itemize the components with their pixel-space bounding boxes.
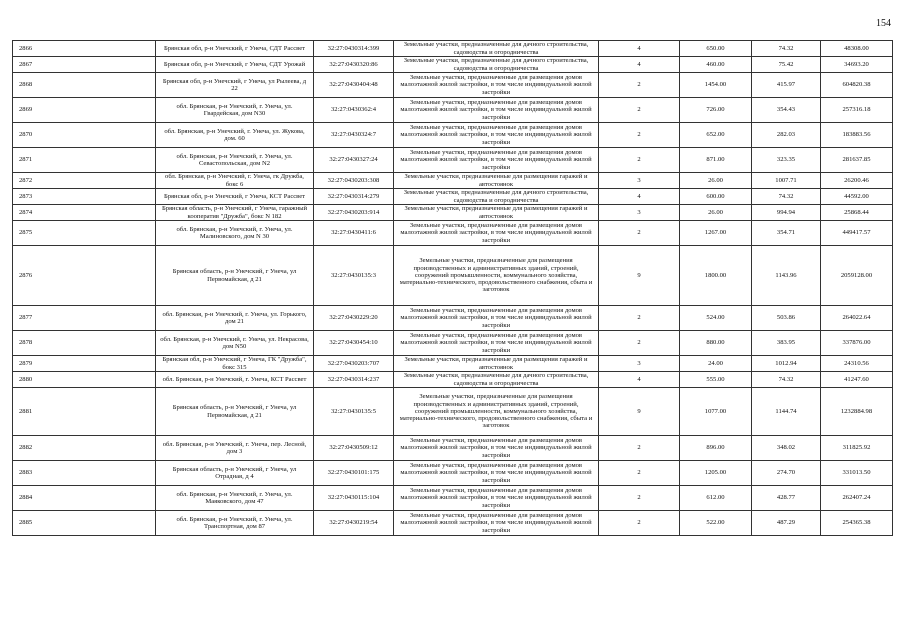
area-cell: 460.00 (680, 57, 752, 73)
area-cell: 24.00 (680, 356, 752, 372)
row-number: 2866 (13, 41, 156, 57)
group-number-cell: 9 (599, 246, 680, 306)
table-row (13, 57, 893, 73)
group-number-cell: 4 (599, 41, 680, 57)
address-cell: Брянская обл, р-н Унечский, г Унеча, ул Рылеева, д 22 (156, 73, 314, 98)
specific-value-cell: 503.86 (752, 306, 821, 331)
table-row (13, 486, 893, 511)
area-cell: 1205.00 (680, 461, 752, 486)
table-row (13, 173, 893, 189)
land-use-category-cell: Земельные участки, предназначенные для размещения домов малоэтажной жилой застройки, в том числе индивидуальной жилой застройки (394, 511, 599, 536)
group-number-cell: 3 (599, 173, 680, 189)
row-number: 2870 (13, 123, 156, 148)
specific-value-cell: 75.42 (752, 57, 821, 73)
land-use-category-cell: Земельные участки, предназначенные для размещения домов малоэтажной жилой застройки, в том числе индивидуальной жилой застройки (394, 331, 599, 356)
cadastral-number-cell: 32:27:0430404:48 (314, 73, 394, 98)
group-number-cell: 2 (599, 486, 680, 511)
area-cell: 26.00 (680, 173, 752, 189)
area-cell: 1800.00 (680, 246, 752, 306)
cadastral-value-cell: 2059128.00 (821, 246, 893, 306)
group-number-cell: 2 (599, 123, 680, 148)
specific-value-cell: 282.03 (752, 123, 821, 148)
area-cell: 896.00 (680, 436, 752, 461)
cadastral-value-cell: 281637.85 (821, 148, 893, 173)
land-use-category-cell: Земельные участки, предназначенные для размещения домов малоэтажной жилой застройки, в том числе индивидуальной жилой застройки (394, 436, 599, 461)
cadastral-number-cell: 32:27:0430327:24 (314, 148, 394, 173)
table-row (13, 98, 893, 123)
row-number: 2873 (13, 189, 156, 205)
cadastral-value-cell: 44592.00 (821, 189, 893, 205)
cadastral-number-cell: 32:27:0430454:10 (314, 331, 394, 356)
cadastral-value-cell: 183883.56 (821, 123, 893, 148)
cadastral-value-cell: 48308.00 (821, 41, 893, 57)
table-row (13, 436, 893, 461)
cadastral-number-cell: 32:27:0430219:54 (314, 511, 394, 536)
table-row (13, 189, 893, 205)
table-row (13, 41, 893, 57)
specific-value-cell: 1144.74 (752, 388, 821, 436)
group-number-cell: 4 (599, 57, 680, 73)
area-cell: 524.00 (680, 306, 752, 331)
cadastral-number-cell: 32:27:0430411:6 (314, 221, 394, 246)
land-use-category-cell: Земельные участки, предназначенные для размещения гаражей и автостоянок (394, 356, 599, 372)
address-cell: Брянская область, р-н Унечский, г Унеча, ул Первомайская, д 21 (156, 246, 314, 306)
row-number: 2884 (13, 486, 156, 511)
address-cell: Брянская обл, р-н Унечский, г Унеча, КСТ Рассвет (156, 189, 314, 205)
group-number-cell: 9 (599, 388, 680, 436)
address-cell: Брянская область, р-н Унечский, г Унеча, ул Отрадная, д 4 (156, 461, 314, 486)
cadastral-number-cell: 32:27:0430203:707 (314, 356, 394, 372)
row-number: 2867 (13, 57, 156, 73)
cadastral-number-cell: 32:27:0430135:5 (314, 388, 394, 436)
specific-value-cell: 348.02 (752, 436, 821, 461)
cadastral-number-cell: 32:27:0430314:279 (314, 189, 394, 205)
cadastral-value-cell: 26200.46 (821, 173, 893, 189)
specific-value-cell: 1007.71 (752, 173, 821, 189)
land-use-category-cell: Земельные участки, предназначенные для размещения производственных и административных зданий, строений, сооружений промышленности, коммунального хозяйства, материально-технического, продовольственного снабжения, сбыта и заготовок (394, 246, 599, 306)
land-use-category-cell: Земельные участки, предназначенные для размещения домов малоэтажной жилой застройки, в том числе индивидуальной жилой застройки (394, 123, 599, 148)
cadastral-value-cell: 262407.24 (821, 486, 893, 511)
group-number-cell: 2 (599, 98, 680, 123)
cadastral-number-cell: 32:27:0430320:86 (314, 57, 394, 73)
table-row (13, 372, 893, 388)
table-row (13, 331, 893, 356)
specific-value-cell: 274.70 (752, 461, 821, 486)
cadastral-number-cell: 32:27:0430135:3 (314, 246, 394, 306)
address-cell: обл. Брянская, р-н Унечский, г. Унеча, пер. Лесной, дом 3 (156, 436, 314, 461)
address-cell: Брянская обл, р-н Унечский, г Унеча, СДТ Урожай (156, 57, 314, 73)
cadastral-number-cell: 32:27:0430362:4 (314, 98, 394, 123)
row-number: 2875 (13, 221, 156, 246)
page-number: 154 (876, 18, 891, 29)
land-use-category-cell: Земельные участки, предназначенные для размещения домов малоэтажной жилой застройки, в том числе индивидуальной жилой застройки (394, 461, 599, 486)
row-number: 2869 (13, 98, 156, 123)
specific-value-cell: 1143.96 (752, 246, 821, 306)
land-use-category-cell: Земельные участки, предназначенные для дачного строительства, садоводства и огородничества (394, 57, 599, 73)
area-cell: 600.00 (680, 189, 752, 205)
row-number: 2871 (13, 148, 156, 173)
address-cell: обл. Брянская, р-н Унечский, г. Унеча, ул. Севастопольская, дом N2 (156, 148, 314, 173)
area-cell: 726.00 (680, 98, 752, 123)
specific-value-cell: 74.32 (752, 41, 821, 57)
row-number: 2876 (13, 246, 156, 306)
row-number: 2874 (13, 205, 156, 221)
table-row (13, 73, 893, 98)
cadastral-value-cell: 449417.57 (821, 221, 893, 246)
row-number: 2872 (13, 173, 156, 189)
cadastral-number-cell: 32:27:0430101:175 (314, 461, 394, 486)
specific-value-cell: 487.29 (752, 511, 821, 536)
row-number: 2881 (13, 388, 156, 436)
group-number-cell: 3 (599, 356, 680, 372)
cadastral-value-cell: 24310.56 (821, 356, 893, 372)
area-cell: 871.00 (680, 148, 752, 173)
address-cell: обл. Брянская, р-н Унечский, г. Унеча, КСТ Рассвет (156, 372, 314, 388)
land-use-category-cell: Земельные участки, предназначенные для размещения домов малоэтажной жилой застройки, в том числе индивидуальной жилой застройки (394, 73, 599, 98)
group-number-cell: 2 (599, 73, 680, 98)
specific-value-cell: 383.95 (752, 331, 821, 356)
cadastral-value-cell: 34693.20 (821, 57, 893, 73)
cadastral-value-cell: 41247.60 (821, 372, 893, 388)
specific-value-cell: 74.32 (752, 372, 821, 388)
cadastral-number-cell: 32:27:0430314:399 (314, 41, 394, 57)
area-cell: 26.00 (680, 205, 752, 221)
address-cell: Брянская обл, р-н Унечский, г Унеча, ГК "Дружба", бокс 315 (156, 356, 314, 372)
land-use-category-cell: Земельные участки, предназначенные для размещения домов малоэтажной жилой застройки, в том числе индивидуальной жилой застройки (394, 148, 599, 173)
area-cell: 522.00 (680, 511, 752, 536)
row-number: 2885 (13, 511, 156, 536)
area-cell: 650.00 (680, 41, 752, 57)
cadastral-value-table (12, 40, 893, 536)
address-cell: Брянская область, р-н Унечский, г Унеча, гаражный кооператив "Дружба", бокс N 182 (156, 205, 314, 221)
land-use-category-cell: Земельные участки, предназначенные для размещения домов малоэтажной жилой застройки, в том числе индивидуальной жилой застройки (394, 221, 599, 246)
row-number: 2877 (13, 306, 156, 331)
cadastral-number-cell: 32:27:0430509:12 (314, 436, 394, 461)
group-number-cell: 2 (599, 306, 680, 331)
cadastral-number-cell: 32:27:0430203:914 (314, 205, 394, 221)
table-row (13, 205, 893, 221)
cadastral-value-cell: 604820.38 (821, 73, 893, 98)
cadastral-value-cell: 337876.00 (821, 331, 893, 356)
address-cell: обл. Брянская, р-н Унечский, г. Унеча, ул. Некрасова, дом N50 (156, 331, 314, 356)
address-cell: Брянская область, р-н Унечский, г Унеча, ул Первомайская, д 21 (156, 388, 314, 436)
specific-value-cell: 994.94 (752, 205, 821, 221)
address-cell: обл. Брянская, р-н Унечский, г. Унеча, ул. Гвардейская, дом N30 (156, 98, 314, 123)
cadastral-value-cell: 331013.50 (821, 461, 893, 486)
area-cell: 555.00 (680, 372, 752, 388)
group-number-cell: 3 (599, 205, 680, 221)
specific-value-cell: 428.77 (752, 486, 821, 511)
cadastral-value-cell: 1232884.98 (821, 388, 893, 436)
specific-value-cell: 354.43 (752, 98, 821, 123)
area-cell: 1454.00 (680, 73, 752, 98)
table-row (13, 246, 893, 306)
address-cell: обл. Брянская, р-н Унечский, г. Унеча, гк Дружба, бокс 6 (156, 173, 314, 189)
land-use-category-cell: Земельные участки, предназначенные для дачного строительства, садоводства и огородничества (394, 41, 599, 57)
row-number: 2883 (13, 461, 156, 486)
address-cell: обл. Брянская, р-н Унечский, г. Унеча, ул. Маяковского, дом 47 (156, 486, 314, 511)
row-number: 2878 (13, 331, 156, 356)
specific-value-cell: 354.71 (752, 221, 821, 246)
address-cell: обл. Брянская, р-н Унечский, г. Унеча, ул. Горького, дом 21 (156, 306, 314, 331)
cadastral-number-cell: 32:27:0430203:308 (314, 173, 394, 189)
specific-value-cell: 415.97 (752, 73, 821, 98)
group-number-cell: 2 (599, 148, 680, 173)
cadastral-number-cell: 32:27:0430314:237 (314, 372, 394, 388)
cadastral-number-cell: 32:27:0430115:104 (314, 486, 394, 511)
table-row (13, 306, 893, 331)
cadastral-value-cell: 257316.18 (821, 98, 893, 123)
cadastral-value-cell: 311825.92 (821, 436, 893, 461)
specific-value-cell: 323.35 (752, 148, 821, 173)
table-row (13, 511, 893, 536)
land-use-category-cell: Земельные участки, предназначенные для размещения домов малоэтажной жилой застройки, в том числе индивидуальной жилой застройки (394, 98, 599, 123)
address-cell: обл. Брянская, р-н Унечский, г. Унеча, ул. Малиновского, дом N 30 (156, 221, 314, 246)
specific-value-cell: 74.32 (752, 189, 821, 205)
area-cell: 612.00 (680, 486, 752, 511)
address-cell: обл. Брянская, р-н Унечский, г. Унеча, ул. Жукова, дом. 60 (156, 123, 314, 148)
area-cell: 1267.00 (680, 221, 752, 246)
area-cell: 652.00 (680, 123, 752, 148)
area-cell: 1077.00 (680, 388, 752, 436)
row-number: 2880 (13, 372, 156, 388)
cadastral-number-cell: 32:27:0430229:20 (314, 306, 394, 331)
land-use-category-cell: Земельные участки, предназначенные для размещения производственных и административных зданий, строений, сооружений промышленности, коммунального хозяйства, материально-технического, продовольственного снабжения, сбыта и заготовок (394, 388, 599, 436)
table-row (13, 461, 893, 486)
land-use-category-cell: Земельные участки, предназначенные для размещения домов малоэтажной жилой застройки, в том числе индивидуальной жилой застройки (394, 486, 599, 511)
address-cell: обл. Брянская, р-н Унечский, г. Унеча, ул. Транспортная, дом 87 (156, 511, 314, 536)
group-number-cell: 2 (599, 221, 680, 246)
land-use-category-cell: Земельные участки, предназначенные для дачного строительства, садоводства и огородничества (394, 189, 599, 205)
land-use-category-cell: Земельные участки, предназначенные для размещения домов малоэтажной жилой застройки, в том числе индивидуальной жилой застройки (394, 306, 599, 331)
table-row (13, 388, 893, 436)
row-number: 2879 (13, 356, 156, 372)
table-row (13, 123, 893, 148)
cadastral-number-cell: 32:27:0430324:7 (314, 123, 394, 148)
area-cell: 880.00 (680, 331, 752, 356)
group-number-cell: 4 (599, 189, 680, 205)
land-use-category-cell: Земельные участки, предназначенные для размещения гаражей и автостоянок (394, 173, 599, 189)
table-row (13, 221, 893, 246)
land-use-category-cell: Земельные участки, предназначенные для размещения гаражей и автостоянок (394, 205, 599, 221)
address-cell: Брянская обл, р-н Унечский, г Унеча, СДТ Рассвет (156, 41, 314, 57)
specific-value-cell: 1012.94 (752, 356, 821, 372)
group-number-cell: 2 (599, 511, 680, 536)
table-row (13, 356, 893, 372)
cadastral-value-cell: 25868.44 (821, 205, 893, 221)
table-row (13, 148, 893, 173)
group-number-cell: 2 (599, 436, 680, 461)
cadastral-value-cell: 264022.64 (821, 306, 893, 331)
row-number: 2868 (13, 73, 156, 98)
row-number: 2882 (13, 436, 156, 461)
group-number-cell: 4 (599, 372, 680, 388)
group-number-cell: 2 (599, 461, 680, 486)
cadastral-value-cell: 254365.38 (821, 511, 893, 536)
group-number-cell: 2 (599, 331, 680, 356)
land-use-category-cell: Земельные участки, предназначенные для дачного строительства, садоводства и огородничества (394, 372, 599, 388)
